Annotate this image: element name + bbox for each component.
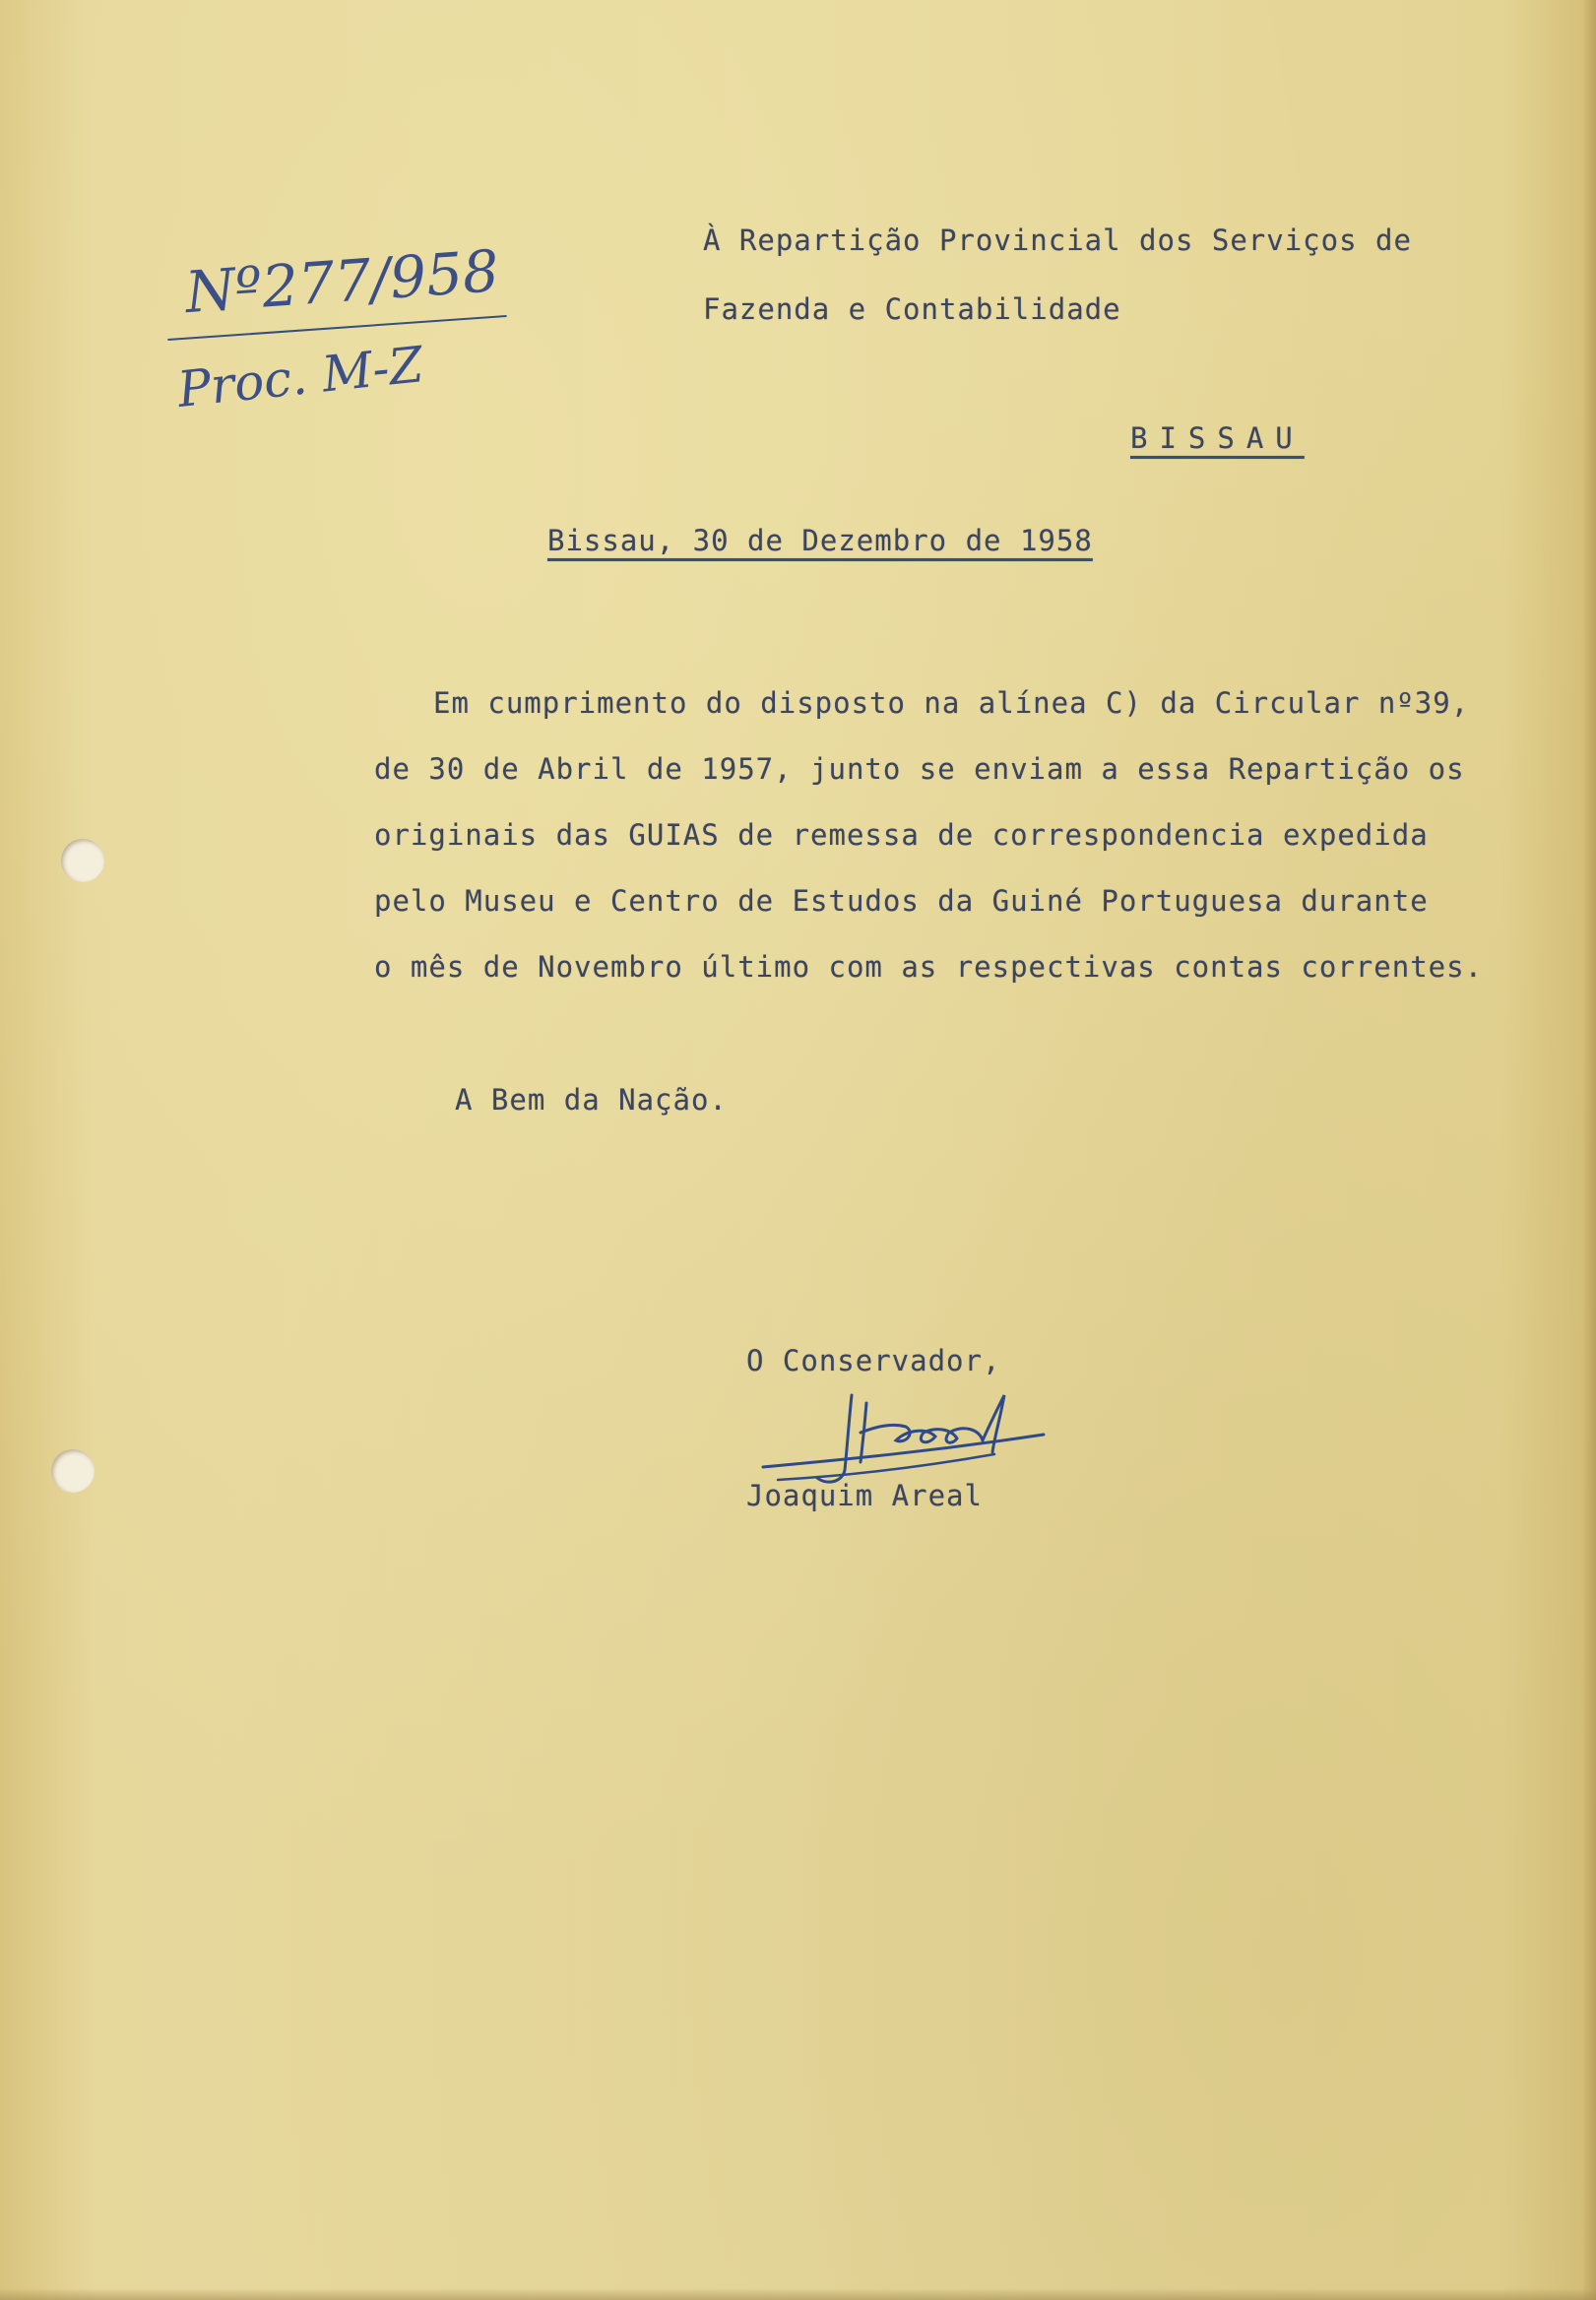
address-line-2: Fazenda e Contabilidade <box>703 292 1121 326</box>
punch-hole <box>51 1449 95 1493</box>
body-line-1: Em cumprimento do disposto na alínea C) da Circular nº39, <box>433 686 1470 720</box>
page-edge-shadow <box>1582 0 1596 2300</box>
body-line-2: de 30 de Abril de 1957, junto se enviam a essa Repartição os <box>374 752 1465 786</box>
address-city: BISSAU <box>1130 421 1305 455</box>
address-line-1: À Repartição Provincial dos Serviços de <box>703 224 1412 257</box>
document-date: Bissau, 30 de Dezembro de 1958 <box>547 524 1093 557</box>
signatory-name: Joaquim Areal <box>746 1479 983 1512</box>
process-reference: Proc. M-Z <box>174 336 426 418</box>
body-line-3: originais das GUIAS de remessa de correspondencia expedida <box>374 818 1429 852</box>
signatory-title: O Conservador, <box>746 1344 1001 1377</box>
body-line-5: o mês de Novembro último com as respectivas contas correntes. <box>374 950 1484 984</box>
reference-number: Nº277/958 <box>183 236 501 327</box>
handwritten-signature <box>758 1383 1063 1492</box>
body-line-4: pelo Museu e Centro de Estudos da Guiné Portuguesa durante <box>374 884 1429 918</box>
page-edge-shadow <box>0 2288 1596 2300</box>
punch-hole <box>61 839 104 882</box>
closing-salutation: A Bem da Nação. <box>455 1083 728 1117</box>
